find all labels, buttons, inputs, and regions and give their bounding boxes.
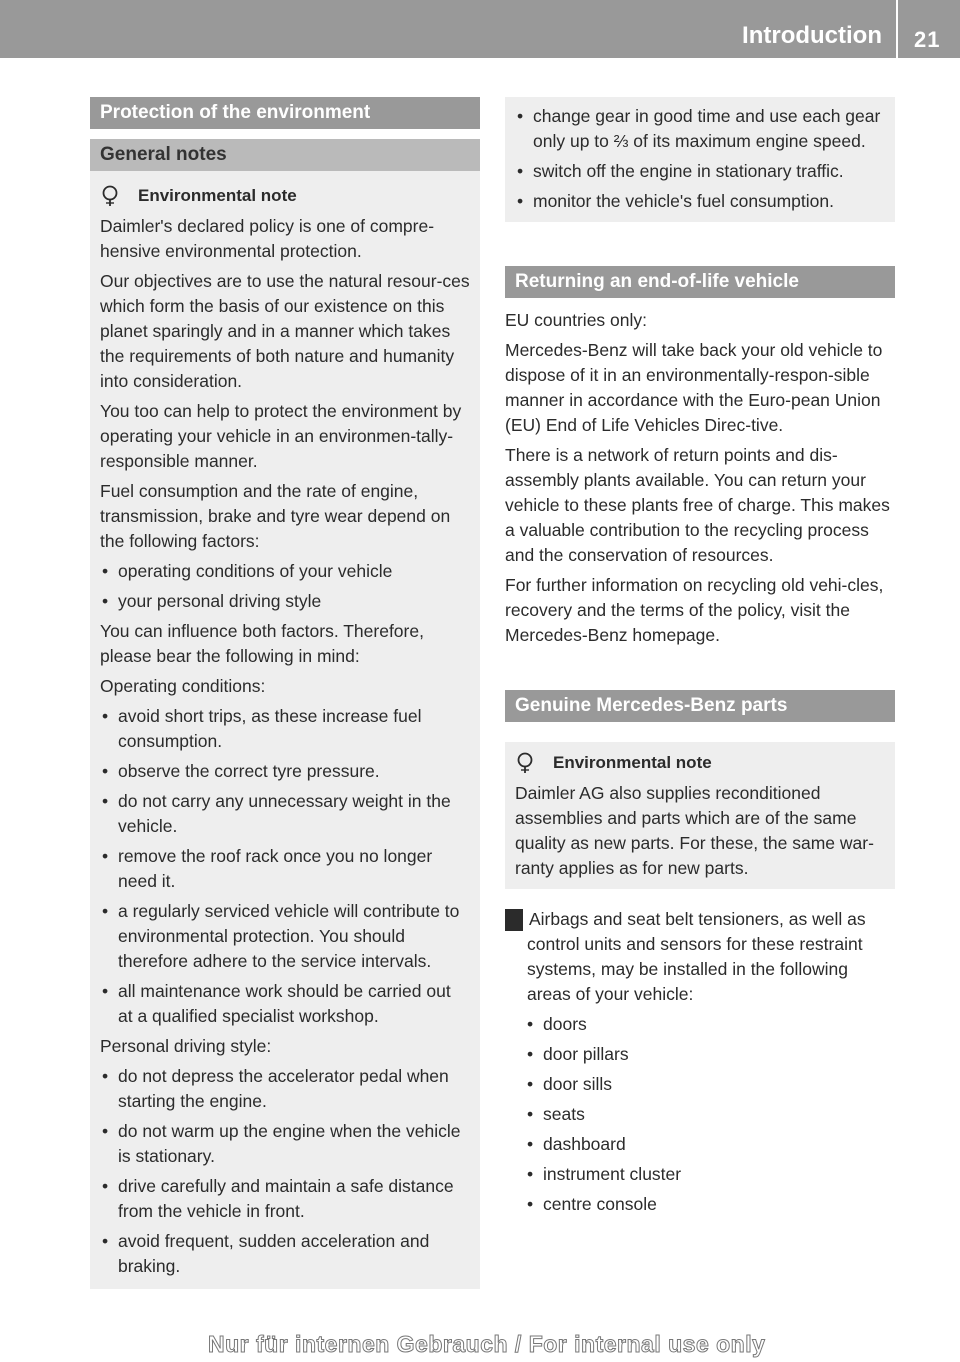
operating-conditions-list <box>100 704 470 1029</box>
list-item: • dashboard <box>525 1132 895 1157</box>
list-item: • do not warm up the engine when the vehicle is stationary. <box>100 1119 470 1169</box>
paragraph: Daimler's declared policy is one of compre-hensive environmental protection. <box>100 216 435 261</box>
list-item: • operating conditions of your vehicle <box>100 559 470 584</box>
list-item: • your personal driving style <box>100 589 470 614</box>
lightbulb-icon <box>515 752 535 774</box>
section-heading-end-of-life: Returning an end-of-life vehicle <box>505 266 895 298</box>
paragraph: Daimler AG also supplies reconditioned assemblies and parts which are of the same quality as new parts. For these, the same war-ranty applies as for new parts. <box>515 783 874 878</box>
header-divider <box>896 0 898 58</box>
list-item: • switch off the engine in stationary traffic. <box>515 159 885 184</box>
list-item: • door sills <box>525 1072 895 1097</box>
page-header <box>0 0 960 58</box>
internal-use-watermark: Nur für internen Gebrauch / For internal use only <box>208 1331 766 1357</box>
paragraph: You too can help to protect the environment by operating your vehicle in an environmen-tally-responsible manner. <box>100 401 462 471</box>
list-item: • a regularly serviced vehicle will contribute to environmental protection. You should therefore adhere to the service intervals. <box>100 899 470 974</box>
driving-style-list <box>100 1064 470 1279</box>
warning-paragraph <box>500 907 895 1007</box>
environmental-note-continued <box>505 97 895 222</box>
operating-conditions-label: Operating conditions: <box>100 676 266 696</box>
list-item: • change gear in good time and use each gear only up to ⅔ of its maximum engine speed. <box>515 104 885 154</box>
note-title <box>100 183 470 209</box>
list-item: • seats <box>525 1102 895 1127</box>
section-heading-environment: Protection of the environment <box>90 97 480 129</box>
warning-block <box>500 907 895 1217</box>
warning-text: Airbags and seat belt tensioners, as well as control units and sensors for these restraint systems, may be installed in the following areas of your vehicle: <box>527 909 866 1004</box>
list-item: • all maintenance work should be carried out at a qualified specialist workshop. <box>100 979 470 1029</box>
paragraph: There is a network of return points and dis-assembly plants available. You can return your vehicle to these plants free of charge. This makes a valuable contribution to the recycling process and the conservation of resources. <box>505 445 890 565</box>
continued-list <box>515 104 885 214</box>
subheading-general-notes: General notes <box>90 139 480 171</box>
paragraph: Mercedes-Benz will take back your old vehicle to dispose of it in an environmentally-respon-sible manner in accordance with the Euro-pean Union (EU) End of Life Vehicles Direc-tive. <box>505 340 883 435</box>
list-item: • observe the correct tyre pressure. <box>100 759 470 784</box>
end-of-life-content <box>505 308 895 648</box>
list-item: • door pillars <box>525 1042 895 1067</box>
paragraph: Our objectives are to use the natural resour-ces which form the basis of our existence on this planet sparingly and in a manner which takes the requirements of both nature and humanity into consideration. <box>100 271 470 391</box>
list-item: • instrument cluster <box>525 1162 895 1187</box>
list-item: • monitor the vehicle's fuel consumption. <box>515 189 885 214</box>
paragraph: EU countries only: <box>505 310 648 330</box>
list-item: • do not carry any unnecessary weight in the vehicle. <box>100 789 470 839</box>
paragraph: Fuel consumption and the rate of engine, transmission, brake and tyre wear depend on the following factors: <box>100 481 451 551</box>
list-item: • remove the roof rack once you no longer need it. <box>100 844 470 894</box>
page-number: 21 <box>914 27 941 52</box>
environmental-note-box <box>90 171 480 1289</box>
personal-driving-style-label: Personal driving style: <box>100 1036 272 1056</box>
list-item: • centre console <box>525 1192 895 1217</box>
note-title-text: Environmental note <box>553 753 712 772</box>
list-item: • drive carefully and maintain a safe distance from the vehicle in front. <box>100 1174 470 1224</box>
lightbulb-icon <box>100 185 120 207</box>
installation-areas-list <box>525 1012 895 1217</box>
note-title-text: Environmental note <box>138 186 297 205</box>
right-column <box>500 97 895 1217</box>
list-item: • avoid frequent, sudden acceleration and braking. <box>100 1229 470 1279</box>
paragraph: For further information on recycling old vehi-cles, recovery and the terms of the policy, visit the Mercedes-Benz homepage. <box>505 575 884 645</box>
factors-list <box>100 559 470 614</box>
list-item: • avoid short trips, as these increase fuel consumption. <box>100 704 470 754</box>
left-column <box>90 97 480 1289</box>
note-title <box>515 750 885 776</box>
exclamation-icon: ! <box>505 909 523 931</box>
paragraph: You can influence both factors. Therefore, please bear the following in mind: <box>100 621 424 666</box>
section-heading-genuine-parts: Genuine Mercedes-Benz parts <box>505 690 895 722</box>
list-item: • do not depress the accelerator pedal when starting the engine. <box>100 1064 470 1114</box>
environmental-note-box-parts <box>505 742 895 889</box>
section-title: Introduction <box>742 22 882 49</box>
list-item: • doors <box>525 1012 895 1037</box>
